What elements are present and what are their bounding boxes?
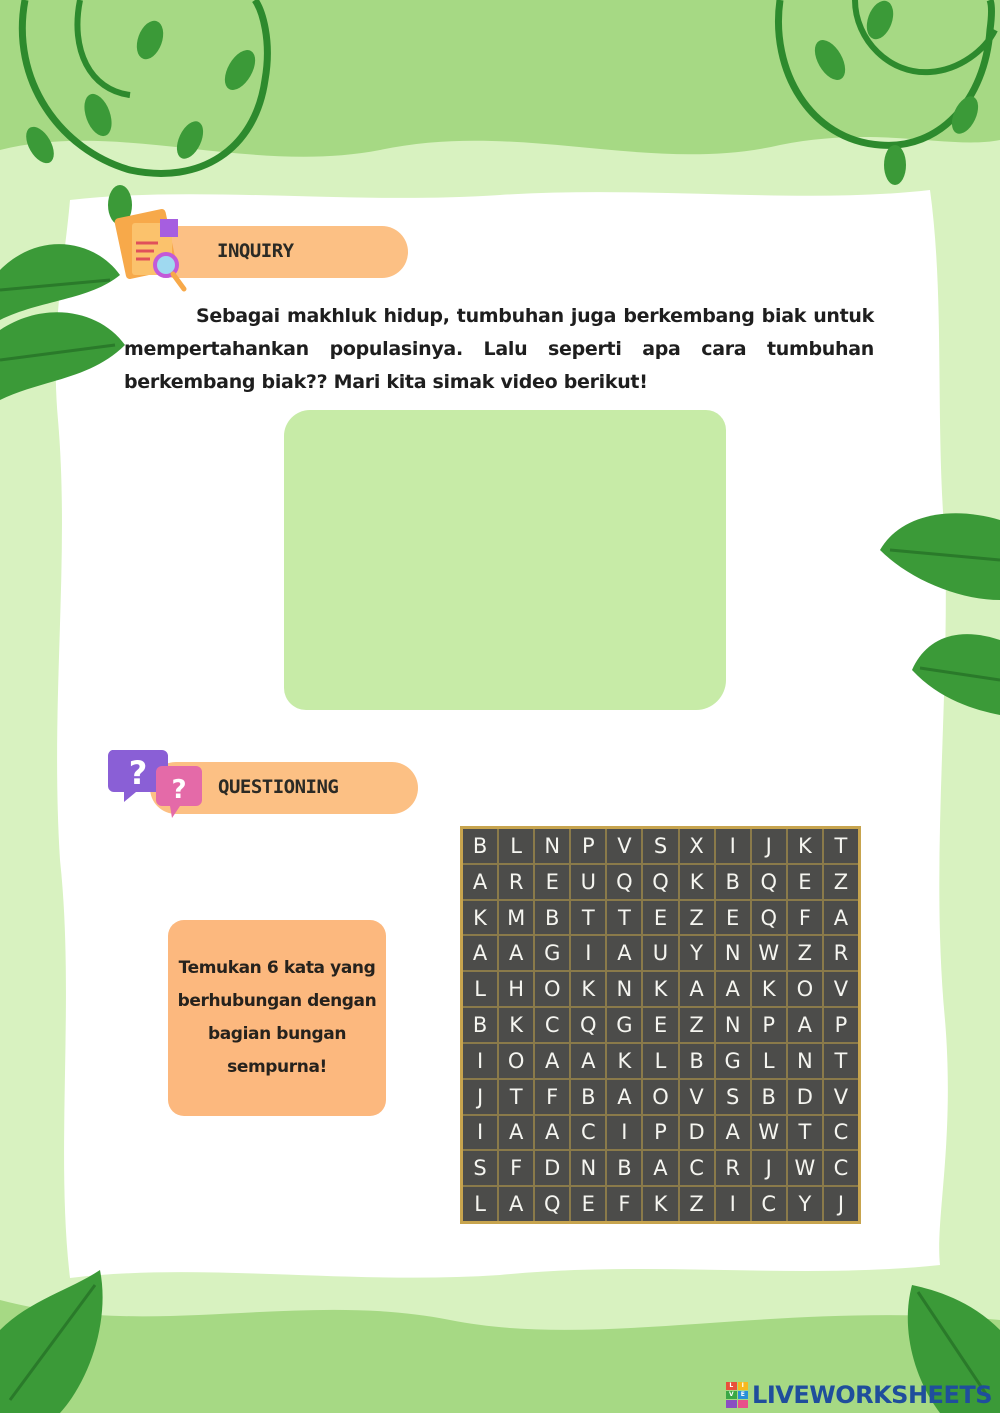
svg-text:?: ? [128, 754, 148, 792]
grid-cell[interactable]: E [571, 1187, 605, 1221]
grid-cell[interactable]: G [535, 936, 569, 970]
grid-cell[interactable]: E [788, 865, 822, 899]
grid-cell[interactable]: T [499, 1080, 533, 1114]
grid-cell[interactable]: I [463, 1044, 497, 1078]
document-search-icon [110, 205, 190, 300]
grid-cell[interactable]: B [535, 901, 569, 935]
grid-cell[interactable]: B [752, 1080, 786, 1114]
grid-cell[interactable]: R [824, 936, 858, 970]
task-card [168, 920, 386, 1116]
grid-cell[interactable]: N [716, 936, 750, 970]
grid-cell[interactable]: W [752, 1116, 786, 1150]
grid-cell[interactable]: I [463, 1116, 497, 1150]
grid-cell[interactable]: A [824, 901, 858, 935]
grid-cell[interactable]: B [680, 1044, 714, 1078]
liveworksheets-logo [726, 1380, 992, 1410]
grid-cell[interactable]: T [788, 1116, 822, 1150]
grid-cell[interactable]: L [499, 829, 533, 863]
grid-cell[interactable]: A [643, 1151, 677, 1185]
grid-cell[interactable]: G [607, 1008, 641, 1042]
grid-cell[interactable]: A [607, 936, 641, 970]
grid-cell[interactable]: O [788, 972, 822, 1006]
grid-cell[interactable]: C [680, 1151, 714, 1185]
grid-cell[interactable]: I [571, 936, 605, 970]
question-bubbles-icon [106, 744, 206, 824]
grid-cell[interactable]: C [824, 1151, 858, 1185]
grid-cell[interactable]: Q [607, 865, 641, 899]
grid-cell[interactable]: E [716, 901, 750, 935]
grid-cell[interactable]: B [571, 1080, 605, 1114]
grid-cell[interactable]: N [607, 972, 641, 1006]
grid-cell[interactable]: B [716, 865, 750, 899]
grid-cell[interactable]: L [643, 1044, 677, 1078]
grid-cell[interactable]: A [607, 1080, 641, 1114]
word-search-puzzle [460, 826, 861, 1224]
grid-cell[interactable]: T [824, 829, 858, 863]
grid-cell[interactable]: Y [788, 1187, 822, 1221]
grid-cell[interactable]: I [716, 829, 750, 863]
grid-cell[interactable]: B [463, 829, 497, 863]
grid-cell[interactable]: E [535, 865, 569, 899]
grid-cell[interactable]: L [463, 972, 497, 1006]
grid-cell[interactable]: V [607, 829, 641, 863]
grid-cell[interactable]: K [571, 972, 605, 1006]
grid-cell[interactable]: N [788, 1044, 822, 1078]
grid-cell[interactable]: E [643, 1008, 677, 1042]
grid-cell[interactable]: A [463, 936, 497, 970]
grid-cell[interactable]: S [463, 1151, 497, 1185]
grid-cell[interactable]: J [824, 1187, 858, 1221]
task-instruction: Temukan 6 kata yang berhubungan dengan bagian bungan sempurna! [177, 958, 377, 1077]
grid-cell[interactable]: J [752, 829, 786, 863]
grid-cell[interactable]: C [824, 1116, 858, 1150]
grid-cell[interactable]: Z [680, 1187, 714, 1221]
video-placeholder[interactable] [284, 410, 726, 710]
grid-cell[interactable]: S [643, 829, 677, 863]
grid-cell[interactable]: A [716, 972, 750, 1006]
grid-cell[interactable]: C [571, 1116, 605, 1150]
grid-cell[interactable]: O [499, 1044, 533, 1078]
grid-cell[interactable]: S [716, 1080, 750, 1114]
grid-cell[interactable]: A [788, 1008, 822, 1042]
grid-cell[interactable]: K [752, 972, 786, 1006]
grid-cell[interactable]: T [571, 901, 605, 935]
grid-cell[interactable]: U [643, 936, 677, 970]
grid-cell[interactable]: J [463, 1080, 497, 1114]
grid-cell[interactable]: K [680, 865, 714, 899]
questioning-title: QUESTIONING [218, 776, 339, 798]
grid-cell[interactable]: N [716, 1008, 750, 1042]
grid-cell[interactable]: A [680, 972, 714, 1006]
grid-cell[interactable]: A [499, 936, 533, 970]
grid-cell[interactable]: A [499, 1187, 533, 1221]
grid-cell[interactable]: O [535, 972, 569, 1006]
grid-cell[interactable]: Q [571, 1008, 605, 1042]
grid-cell[interactable]: C [752, 1187, 786, 1221]
grid-cell[interactable]: K [499, 1008, 533, 1042]
grid-cell[interactable]: U [571, 865, 605, 899]
grid-cell[interactable]: B [463, 1008, 497, 1042]
grid-cell[interactable]: D [680, 1116, 714, 1150]
liveworksheets-brand: LIVEWORKSHEETS [752, 1381, 992, 1409]
grid-cell[interactable]: J [752, 1151, 786, 1185]
grid-cell[interactable]: Q [752, 865, 786, 899]
grid-cell[interactable]: L [752, 1044, 786, 1078]
word-search-grid [463, 829, 858, 1221]
inquiry-paragraph: Sebagai makhluk hidup, tumbuhan juga berkembang biak untuk mempertahankan populasinya. Lalu seperti apa cara tumbuhan berkembang biak?? Mari kita simak video berikut! [124, 305, 874, 393]
grid-cell[interactable]: Z [788, 936, 822, 970]
grid-cell[interactable]: V [824, 972, 858, 1006]
grid-cell[interactable]: I [607, 1116, 641, 1150]
grid-cell[interactable]: T [607, 901, 641, 935]
grid-cell[interactable]: T [824, 1044, 858, 1078]
grid-cell[interactable]: G [716, 1044, 750, 1078]
grid-cell[interactable]: F [788, 901, 822, 935]
grid-cell[interactable]: Z [824, 865, 858, 899]
grid-cell[interactable]: I [716, 1187, 750, 1221]
grid-cell[interactable]: A [535, 1044, 569, 1078]
grid-cell[interactable]: K [607, 1044, 641, 1078]
grid-cell[interactable]: A [463, 865, 497, 899]
grid-cell[interactable]: Q [752, 901, 786, 935]
grid-cell[interactable]: A [716, 1116, 750, 1150]
grid-cell[interactable]: Q [643, 865, 677, 899]
grid-cell[interactable]: Z [680, 1008, 714, 1042]
grid-cell[interactable]: O [643, 1080, 677, 1114]
svg-text:?: ? [171, 775, 187, 805]
grid-cell[interactable]: D [535, 1151, 569, 1185]
liveworksheets-logo-icon: L I V E [726, 1382, 748, 1408]
grid-cell[interactable]: K [643, 1187, 677, 1221]
grid-cell[interactable]: A [499, 1116, 533, 1150]
grid-cell[interactable]: N [571, 1151, 605, 1185]
grid-cell[interactable]: X [680, 829, 714, 863]
grid-cell[interactable]: F [607, 1187, 641, 1221]
grid-cell[interactable]: K [463, 901, 497, 935]
grid-cell[interactable]: P [824, 1008, 858, 1042]
grid-cell[interactable]: C [535, 1008, 569, 1042]
grid-cell[interactable]: P [643, 1116, 677, 1150]
grid-cell[interactable]: Q [535, 1187, 569, 1221]
inquiry-title: INQUIRY [217, 240, 294, 262]
grid-cell[interactable]: E [643, 901, 677, 935]
grid-cell[interactable]: M [499, 901, 533, 935]
grid-cell[interactable]: R [499, 865, 533, 899]
grid-cell[interactable]: R [716, 1151, 750, 1185]
grid-cell[interactable]: V [680, 1080, 714, 1114]
grid-cell[interactable]: V [824, 1080, 858, 1114]
grid-cell[interactable]: H [499, 972, 533, 1006]
grid-cell[interactable]: L [463, 1187, 497, 1221]
grid-cell[interactable]: P [752, 1008, 786, 1042]
grid-cell[interactable]: Y [680, 936, 714, 970]
grid-cell[interactable]: F [535, 1080, 569, 1114]
grid-cell[interactable]: A [571, 1044, 605, 1078]
grid-cell[interactable]: D [788, 1080, 822, 1114]
grid-cell[interactable]: Z [680, 901, 714, 935]
grid-cell[interactable]: K [788, 829, 822, 863]
grid-cell[interactable]: N [535, 829, 569, 863]
grid-cell[interactable]: W [752, 936, 786, 970]
grid-cell[interactable]: F [499, 1151, 533, 1185]
grid-cell[interactable]: K [643, 972, 677, 1006]
grid-cell[interactable]: B [607, 1151, 641, 1185]
grid-cell[interactable]: P [571, 829, 605, 863]
grid-cell[interactable]: W [788, 1151, 822, 1185]
grid-cell[interactable]: A [535, 1116, 569, 1150]
